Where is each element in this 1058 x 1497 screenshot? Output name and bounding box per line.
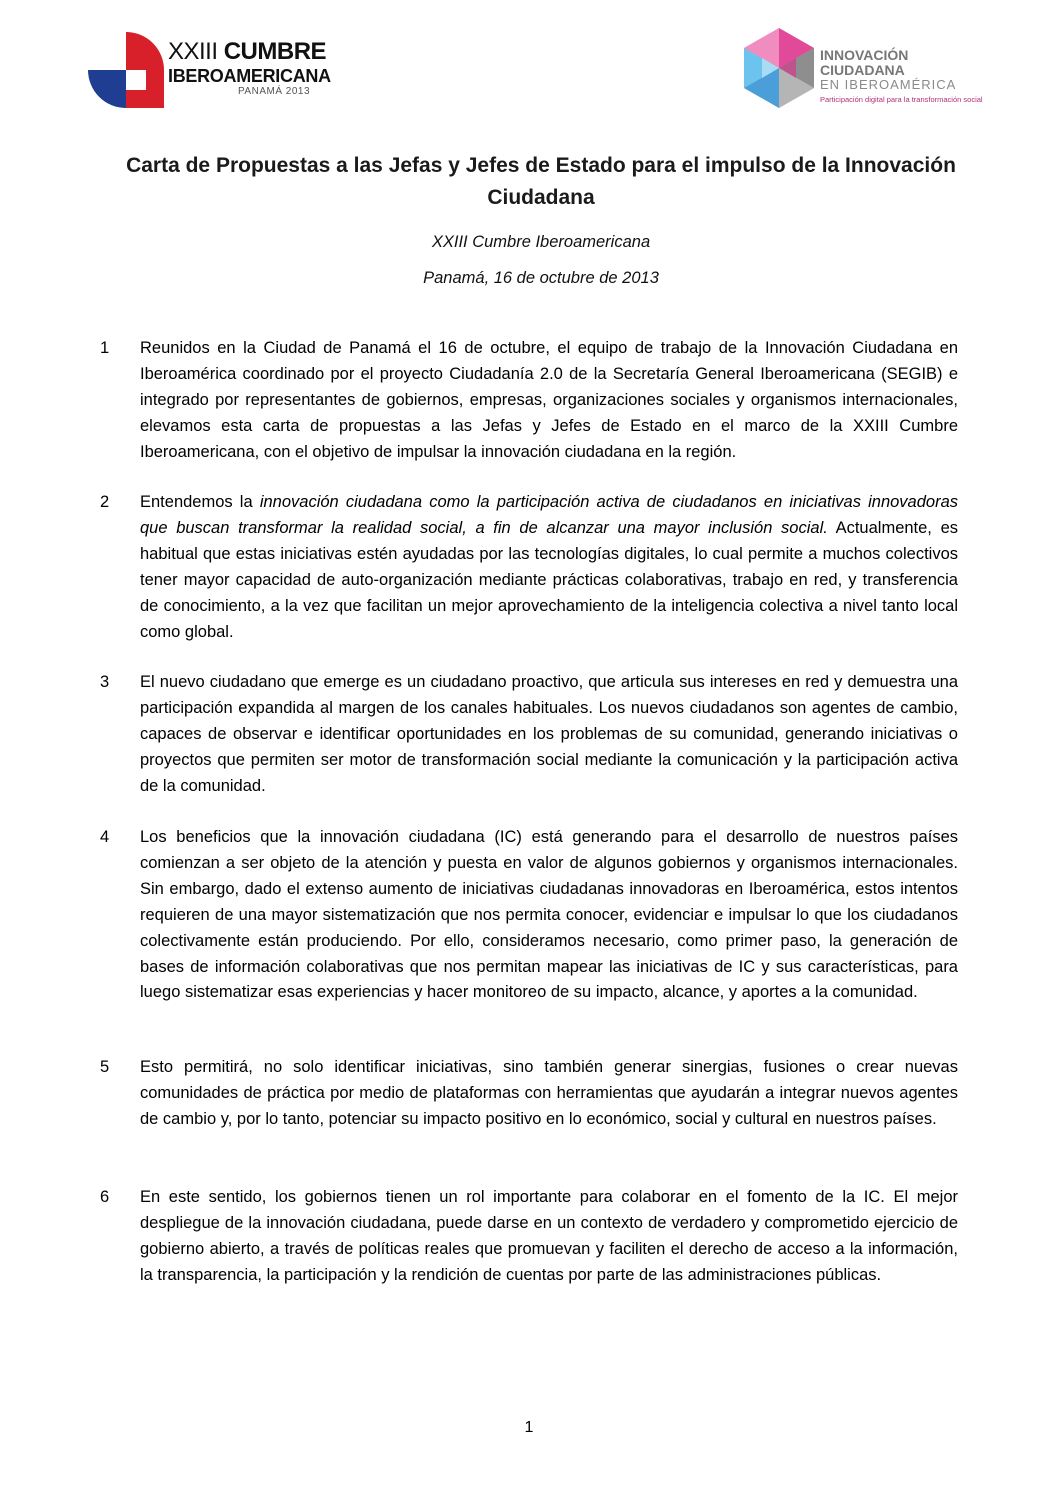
document-title: Carta de Propuestas a las Jefas y Jefes de Estado para el impulso de la Innovación Ciudadana (126, 154, 956, 209)
cumbre-logo-line1: XXIII CUMBRE (168, 38, 327, 65)
innovacion-ciudadana-logo (742, 26, 983, 112)
paragraph-text: El nuevo ciudadano que emerge es un ciudadano proactivo, que articula sus intereses en red y demuestra una participación expandida al margen de los canales habituales. Los nuevos ciudadanos son agentes de cambio, capaces de observar e identificar oportunidades en los problemas de su comunidad, generando iniciativas o proyectos que permiten ser motor de transformación social mediante la comunicación y la participación activa de la comunidad. (140, 673, 958, 795)
document-subtitle-date: Panamá, 16 de octubre de 2013 (423, 269, 659, 287)
cumbre-logo-line2: IBEROAMERICANA (168, 66, 331, 86)
innovacion-logo-line3: EN IBEROAMÉRICA (820, 77, 957, 92)
paragraph-text-intro: Entendemos la (140, 493, 260, 511)
innovacion-logo-tagline: Participación digital para la transformación social (820, 95, 983, 104)
cumbre-iberoamericana-logo (86, 30, 331, 112)
hexagon-logo-icon (742, 26, 816, 110)
innovacion-logo-line2: CIUDADANA (820, 62, 905, 78)
page-number: 1 (524, 1419, 534, 1436)
document-subtitle-event: XXIII Cumbre Iberoamericana (431, 233, 651, 251)
paragraph-number: 5 (100, 1058, 110, 1076)
paragraph-number: 2 (100, 493, 110, 511)
paragraph-text: En este sentido, los gobiernos tienen un rol importante para colaborar en el fomento de la IC. El mejor despliegue de la innovación ciudadana, puede darse en un contexto de verdadero y comprometido ejercicio de gobierno abierto, a través de políticas reales que promuevan y faciliten el derecho de acceso a la información, la transparencia, la participación y la rendición de cuentas por parte de las administraciones públicas. (140, 1188, 958, 1284)
paragraph-text-definition: innovación ciudadana como la participación activa de ciudadanos en iniciativas innovadoras que buscan transformar la realidad social, a fin de alcanzar una mayor inclusión social. (140, 493, 959, 537)
paragraph-text: Esto permitirá, no solo identificar iniciativas, sino también generar sinergias, fusiones o crear nuevas comunidades de práctica por medio de plataformas con herramientas que ayudarán a integrar nuevos agentes de cambio y, por lo tanto, potenciar su impacto positivo en lo económico, social y cultural en nuestros países. (140, 1058, 958, 1128)
paragraph-number: 6 (100, 1188, 110, 1206)
paragraph-text: Reunidos en la Ciudad de Panamá el 16 de octubre, el equipo de trabajo de la Innovación Ciudadana en Iberoamérica coordinado por el proyecto Ciudadanía 2.0 de la Secretaría General Iberoamericana (SEGIB) e integrado por representantes de gobiernos, empresas, organizaciones sociales y organismos internacionales, elevamos esta carta de propuestas a las Jefas y Jefes de Estado en el marco de la XXIII Cumbre Iberoamericana, con el objetivo de impulsar la innovación ciudadana en la región. (140, 339, 958, 461)
paragraph-number: 1 (100, 339, 110, 357)
paragraph-number: 3 (100, 673, 110, 691)
paragraph-text (140, 490, 958, 645)
cumbre-logo-mark-icon (86, 30, 166, 112)
innovacion-logo-line1: INNOVACIÓN (820, 47, 909, 63)
paragraph-number: 4 (100, 828, 110, 846)
paragraph-text: Los beneficios que la innovación ciudadana (IC) está generando para el desarrollo de nuestros países comienzan a ser objeto de la atención y puesta en valor de algunos gobiernos y organismos internacionales. Sin embargo, dado el extenso aumento de iniciativas ciudadanas innovadoras en Iberoamérica, estos intentos requieren de una mayor sistematización que nos permita conocer, evidenciar e impulsar lo que los ciudadanos colectivamente están produciendo. Por ello, consideramos necesario, como primer paso, la generación de bases de información colaborativas que nos permitan mapear las iniciativas de IC y sus características, para luego sistematizar esas experiencias y hacer monitoreo de su impacto, alcance, y aportes a la comunidad. (140, 828, 958, 1002)
paragraph-text-rest: Actualmente, es habitual que estas iniciativas estén ayudadas por las tecnologías digitales, lo cual permite a muchos colectivos tener mayor capacidad de auto-organización mediante prácticas colaborativas, trabajo en red, y transferencia de conocimiento, a la vez que facilitan un mejor aprovechamiento de la inteligencia colectiva a nivel tanto local como global. (140, 518, 958, 641)
cumbre-logo-line3: PANAMÁ 2013 (238, 86, 311, 97)
